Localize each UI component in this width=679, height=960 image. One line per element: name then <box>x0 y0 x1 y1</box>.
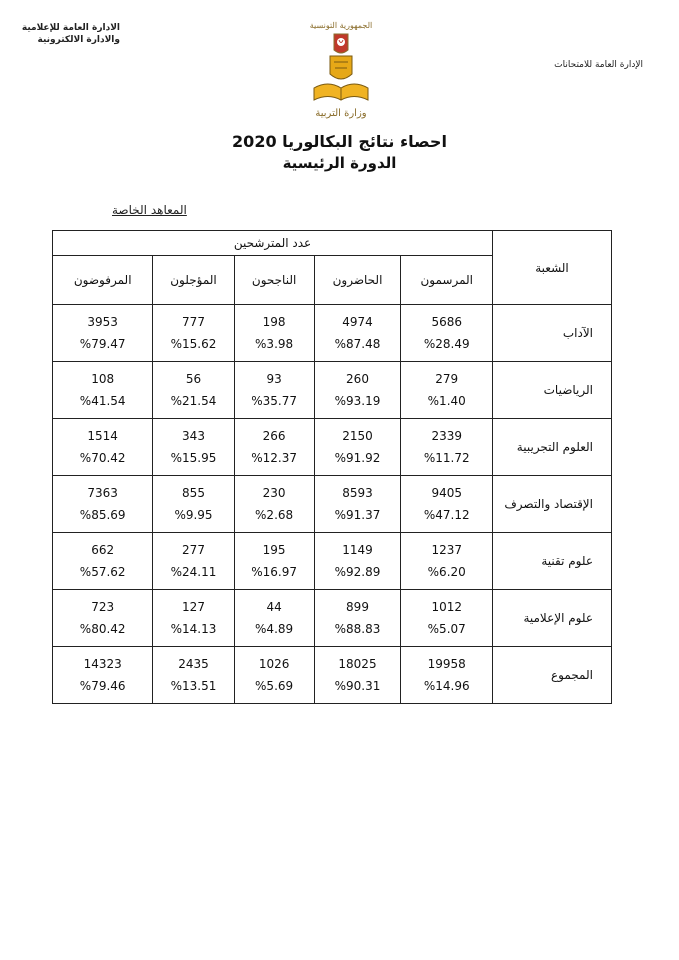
stat-percent: %80.42 <box>79 622 126 636</box>
stat-count: 56 <box>185 372 202 386</box>
stat-count: 3953 <box>87 315 118 329</box>
stat-count: 108 <box>91 372 115 386</box>
stat-percent: %14.13 <box>170 622 217 636</box>
stat-count: 4974 <box>342 315 373 329</box>
stat-percent: %1.40 <box>427 394 466 408</box>
stat-count: 9405 <box>431 486 462 500</box>
issuer-right: الإدارة العامة للامتحانات <box>554 60 643 70</box>
stat-percent: %12.37 <box>251 451 297 465</box>
candidates-group-header: عدد المترشحين <box>53 231 493 256</box>
table-row <box>53 362 612 419</box>
stat-percent: %41.54 <box>79 394 126 408</box>
table-row <box>53 647 612 704</box>
branch-name: المجموع <box>493 647 612 704</box>
stat-count: 1149 <box>342 543 373 557</box>
issuer-left-line1: الادارة العامة للإعلامية <box>21 23 120 33</box>
stat-count: 19958 <box>427 657 466 671</box>
stat-count: 277 <box>182 543 205 557</box>
stat-cell <box>401 647 493 704</box>
stat-cell <box>401 590 493 647</box>
stat-count: 1514 <box>87 429 118 443</box>
ministry-emblem-icon <box>300 18 382 122</box>
stat-count: 7363 <box>87 486 118 500</box>
stat-cell <box>401 362 493 419</box>
table-row <box>53 419 612 476</box>
stat-cell <box>234 647 314 704</box>
logo-top-text: الجمهورية التونسية <box>309 21 373 30</box>
stat-cell <box>53 590 153 647</box>
branch-name: العلوم التجريبية <box>493 419 612 476</box>
stat-count: 44 <box>266 600 282 614</box>
stat-count: 127 <box>182 600 205 614</box>
stat-percent: %87.48 <box>334 337 381 351</box>
stat-count: 662 <box>91 543 115 557</box>
issuer-left-line2: والادارة الالكترونية <box>37 35 120 45</box>
stat-percent: %47.12 <box>423 508 470 522</box>
stat-percent: %14.96 <box>423 679 470 693</box>
stat-cell <box>314 305 401 362</box>
stat-percent: %5.69 <box>255 679 294 693</box>
stat-cell <box>314 647 401 704</box>
stat-cell <box>153 647 234 704</box>
stat-count: 2150 <box>342 429 373 443</box>
stat-cell <box>401 533 493 590</box>
stat-count: 18025 <box>338 657 377 671</box>
stat-count: 1237 <box>431 543 462 557</box>
stat-cell <box>53 362 153 419</box>
stat-percent: %13.51 <box>170 679 217 693</box>
stat-cell <box>234 590 314 647</box>
branch-name: الإقتصاد والتصرف <box>493 476 612 533</box>
stat-cell <box>153 476 234 533</box>
stat-cell <box>53 533 153 590</box>
stat-cell <box>314 533 401 590</box>
column-header: المرسمون <box>401 256 493 305</box>
stat-percent: %24.11 <box>170 565 217 579</box>
branch-name: الرياضيات <box>493 362 612 419</box>
stat-count: 8593 <box>342 486 373 500</box>
stat-cell <box>234 533 314 590</box>
stat-count: 198 <box>262 315 286 329</box>
stat-percent: %35.77 <box>251 394 297 408</box>
table-row <box>53 476 612 533</box>
stat-percent: %15.95 <box>170 451 217 465</box>
stat-count: 2435 <box>178 657 209 671</box>
stat-count: 1012 <box>431 600 462 614</box>
stat-cell <box>53 647 153 704</box>
stat-count: 723 <box>91 600 115 614</box>
stat-count: 777 <box>182 315 205 329</box>
stat-percent: %3.98 <box>255 337 294 351</box>
stat-cell <box>153 590 234 647</box>
column-header: الناجحون <box>234 256 314 305</box>
stat-cell <box>401 305 493 362</box>
stat-cell <box>314 362 401 419</box>
stat-count: 266 <box>262 429 286 443</box>
stat-percent: %28.49 <box>423 337 470 351</box>
stat-percent: %91.92 <box>334 451 381 465</box>
stat-cell <box>234 362 314 419</box>
stat-cell <box>234 476 314 533</box>
stat-cell <box>153 362 234 419</box>
stat-count: 260 <box>346 372 369 386</box>
stat-cell <box>153 419 234 476</box>
stat-count: 93 <box>266 372 282 386</box>
stat-cell <box>153 305 234 362</box>
document-title: احصاء نتائج البكالوريا 2020 <box>232 132 447 151</box>
stat-percent: %15.62 <box>170 337 217 351</box>
stat-percent: %16.97 <box>251 565 297 579</box>
stat-percent: %21.54 <box>170 394 217 408</box>
branch-column-header: الشعبة <box>493 231 612 305</box>
stat-percent: %57.62 <box>79 565 126 579</box>
stat-cell <box>153 533 234 590</box>
branch-name: علوم تقنية <box>493 533 612 590</box>
stat-percent: %85.69 <box>79 508 126 522</box>
stat-cell <box>234 419 314 476</box>
stat-cell <box>53 305 153 362</box>
stat-cell <box>53 419 153 476</box>
stat-cell <box>314 419 401 476</box>
table-row <box>53 590 612 647</box>
stat-percent: %5.07 <box>427 622 466 636</box>
stat-count: 195 <box>262 543 286 557</box>
stat-cell <box>401 419 493 476</box>
stat-percent: %79.46 <box>79 679 126 693</box>
stat-percent: %92.89 <box>334 565 381 579</box>
branch-name: علوم الإعلامية <box>493 590 612 647</box>
stat-count: 230 <box>262 486 286 500</box>
stat-percent: %6.20 <box>427 565 466 579</box>
stat-cell <box>314 590 401 647</box>
stat-cell <box>314 476 401 533</box>
stat-percent: %4.89 <box>255 622 294 636</box>
stat-count: 855 <box>182 486 205 500</box>
stat-percent: %91.37 <box>334 508 381 522</box>
stat-percent: %11.72 <box>423 451 470 465</box>
stat-count: 5686 <box>431 315 462 329</box>
stat-cell <box>234 305 314 362</box>
stat-percent: %79.47 <box>79 337 126 351</box>
table-row <box>53 305 612 362</box>
results-table <box>52 230 612 704</box>
stat-count: 899 <box>346 600 369 614</box>
stat-count: 14323 <box>83 657 122 671</box>
session-title: الدورة الرئيسية <box>282 154 397 172</box>
stat-percent: %70.42 <box>79 451 126 465</box>
stat-count: 1026 <box>258 657 290 671</box>
stat-count: 2339 <box>431 429 462 443</box>
column-header: الحاضرون <box>314 256 401 305</box>
logo-bottom-text: وزارة التربية <box>315 108 367 119</box>
table-row <box>53 533 612 590</box>
stat-percent: %93.19 <box>334 394 381 408</box>
issuer-left <box>8 22 120 46</box>
stat-percent: %2.68 <box>255 508 294 522</box>
column-header: المؤجلون <box>153 256 234 305</box>
ministry-logo <box>300 18 382 122</box>
branch-name: الآداب <box>493 305 612 362</box>
stat-count: 279 <box>435 372 459 386</box>
stat-percent: %9.95 <box>174 508 213 522</box>
stat-percent: %88.83 <box>334 622 381 636</box>
column-header: المرفوضون <box>53 256 153 305</box>
stat-count: 343 <box>182 429 205 443</box>
section-subtitle: المعاهد الخاصة <box>112 203 187 217</box>
stat-percent: %90.31 <box>334 679 381 693</box>
stat-cell <box>401 476 493 533</box>
stat-cell <box>53 476 153 533</box>
